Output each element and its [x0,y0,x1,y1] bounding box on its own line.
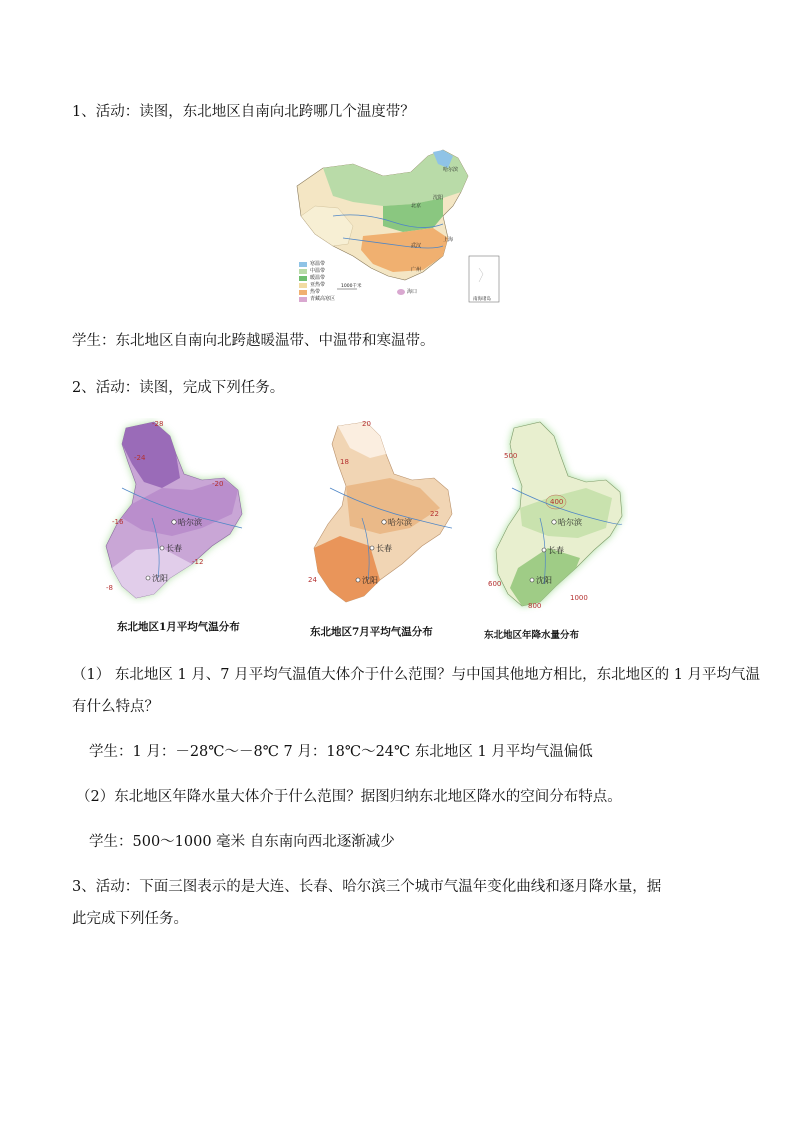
q1-prompt: 1、活动：读图，东北地区自南向北跨哪几个温度带？ [72,104,415,120]
inset-label: 南海诸岛 [473,297,491,302]
precip-map-caption: 东北地区年降水量分布 [484,630,580,641]
q2-sub1-line2: 有什么特点？ [72,699,159,715]
legend-label: 热带 [310,289,321,295]
legend-label: 暖温带 [310,275,326,281]
legend-label: 亚热带 [310,282,326,288]
jul-map-caption: 东北地区7月平均气温分布 [310,626,433,638]
city-label: 上海 [443,237,454,243]
city-label: 沈阳 [433,195,444,201]
jan-temperature-map [92,418,252,604]
q2-sub2-answer: 学生：500～1000 毫米 自东南向西北逐渐减少 [89,834,395,850]
isoline-label: -12 [192,558,204,566]
city-label: 哈尔滨 [558,518,582,527]
city-label: 哈尔滨 [388,518,412,527]
scale-label: 1000千米 [341,284,362,289]
isoline-label: 18 [340,458,349,466]
china-map-legend [299,262,307,302]
isoline-label: 1000 [570,594,588,602]
isoline-label: -16 [112,518,124,526]
isoline-label: 22 [430,510,439,518]
isoline-label: 20 [362,420,371,428]
isoline-label: 24 [308,576,317,584]
q3-line1: 3、活动：下面三图表示的是大连、长春、哈尔滨三个城市气温年变化曲线和逐月降水量，据 [72,879,662,895]
city-label: 武汉 [411,243,422,249]
isoline-label: 800 [528,602,542,610]
isoline-label: -24 [134,454,146,462]
china-temperature-map [293,146,505,306]
city-label: 长春 [548,546,564,555]
city-label: 北京 [411,203,422,209]
precipitation-map [488,418,628,618]
city-label: 海口 [407,289,418,295]
q3-line2: 此完成下列任务。 [72,911,188,927]
q2-sub2-question: （2）东北地区年降水量大体介于什么范围？据图归纳东北地区降水的空间分布特点。 [76,789,622,805]
city-label: 哈尔滨 [443,167,459,173]
q2-sub1-line1: （1） 东北地区 1 月、7 月平均气温值大体介于什么范围？与中国其他地方相比，东北地区的 1 月平均气温 [72,667,761,683]
city-label: 长春 [166,544,182,553]
q2-prompt: 2、活动：读图，完成下列任务。 [72,380,285,396]
isoline-label: 500 [504,452,518,460]
legend-label: 青藏高寒区 [310,296,336,302]
isoline-label: -28 [152,420,164,428]
isoline-label: -20 [212,480,224,488]
q2-sub1-answer: 学生：1 月：－28℃～－8℃ 7 月：18℃～24℃ 东北地区 1 月平均气温偏低 [89,744,593,760]
city-label: 沈阳 [536,576,552,585]
legend-label: 寒温带 [310,261,326,267]
legend-label: 中温带 [310,268,326,274]
isoline-label: 600 [488,580,502,588]
isoline-label: -8 [106,584,113,592]
isoline-label: 400 [550,498,564,506]
jan-map-caption: 东北地区1月平均气温分布 [117,621,240,633]
city-label: 广州 [411,267,422,273]
q1-answer: 学生：东北地区自南向北跨越暖温带、中温带和寒温带。 [72,333,435,349]
city-label: 沈阳 [152,574,168,583]
city-label: 沈阳 [362,576,378,585]
jul-temperature-map [300,418,465,608]
city-label: 哈尔滨 [178,518,202,527]
city-label: 长春 [376,544,392,553]
